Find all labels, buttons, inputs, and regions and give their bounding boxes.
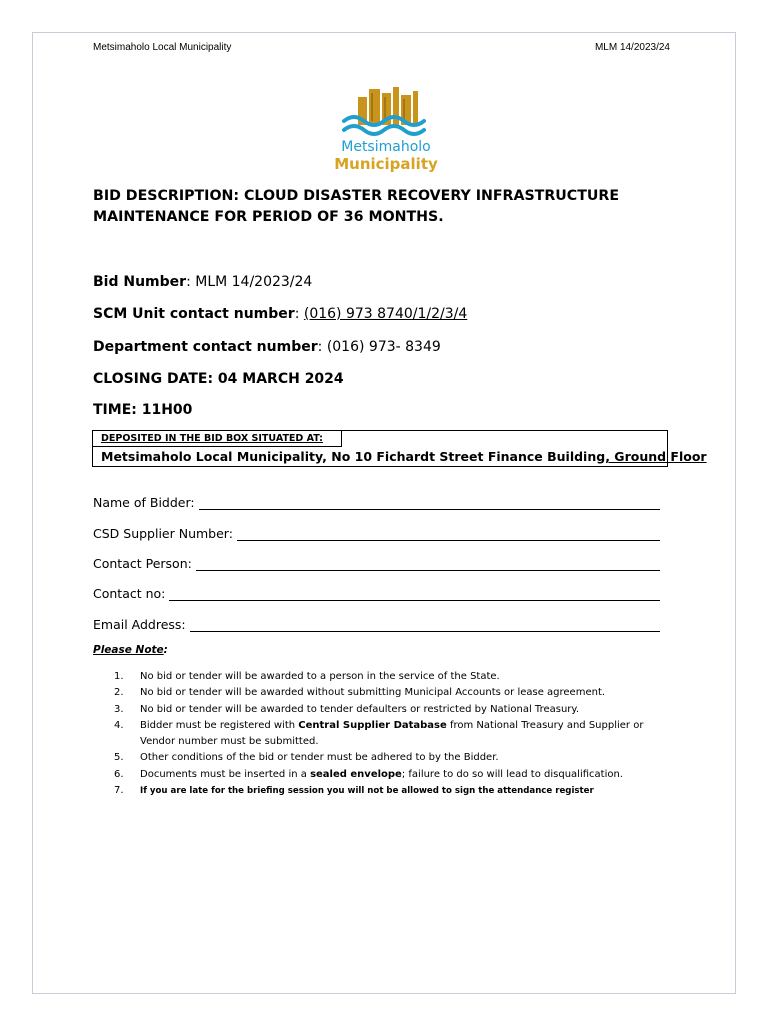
bid-number: Bid Number: MLM 14/2023/24 [93,274,313,290]
page-border [32,32,736,994]
bid-description: BID DESCRIPTION: CLOUD DISASTER RECOVERY INFRASTRUCTURE MAINTENANCE FOR PERIOD OF 36 MONTHS. [93,188,620,225]
svg-text:Metsimaholo: Metsimaholo [341,139,431,155]
department-contact: Department contact number: (016) 973- 8349 [93,339,441,355]
waves-icon [344,117,424,134]
list-item: 7. If you are late for the briefing session you will not be allowed to sign the attendance register [114,785,594,797]
list-item: 5. Other conditions of the bid or tender must be adhered to by the Bidder. [114,752,499,764]
list-item: 3. No bid or tender will be awarded to tender defaulters or restricted by National Treasury. [114,703,580,715]
municipality-logo [322,85,450,175]
contact-number-field[interactable]: Contact no: [93,586,660,601]
svg-text:Municipality: Municipality [334,155,438,173]
header-reference: MLM 14/2023/24 [594,42,670,53]
list-item: 6. Documents must be inserted in a sealed envelope; failure to do so will lead to disqualification. [114,768,623,780]
notes-list [114,669,674,799]
name-of-bidder-field[interactable]: Name of Bidder: [93,495,660,510]
deposit-address: Metsimaholo Local Municipality, No 10 Fichardt Street Finance Building, Ground Floor [101,449,707,464]
contact-person-field[interactable]: Contact Person: [93,556,660,571]
closing-date: CLOSING DATE: 04 MARCH 2024 [93,371,344,387]
closing-time: TIME: 11H00 [93,402,193,418]
scm-contact: SCM Unit contact number: (016) 973 8740/1/2/3/4 [93,306,468,322]
csd-supplier-number-field[interactable]: CSD Supplier Number: [93,526,660,541]
deposit-label: DEPOSITED IN THE BID BOX SITUATED AT: [93,431,342,447]
deposit-box [92,430,707,467]
header-municipality: Metsimaholo Local Municipality [93,42,232,53]
email-address-field[interactable]: Email Address: [93,617,660,632]
list-item: 2. No bid or tender will be awarded without submitting Municipal Accounts or lease agreement. [114,687,606,699]
list-item: 1. No bid or tender will be awarded to a person in the service of the State. [114,671,500,682]
please-note-title: Please Note: [93,644,168,656]
list-item: 4. Bidder must be registered with Central Supplier Database from National Treasury and Supplier or Vendor number must be submitted. [114,719,644,748]
